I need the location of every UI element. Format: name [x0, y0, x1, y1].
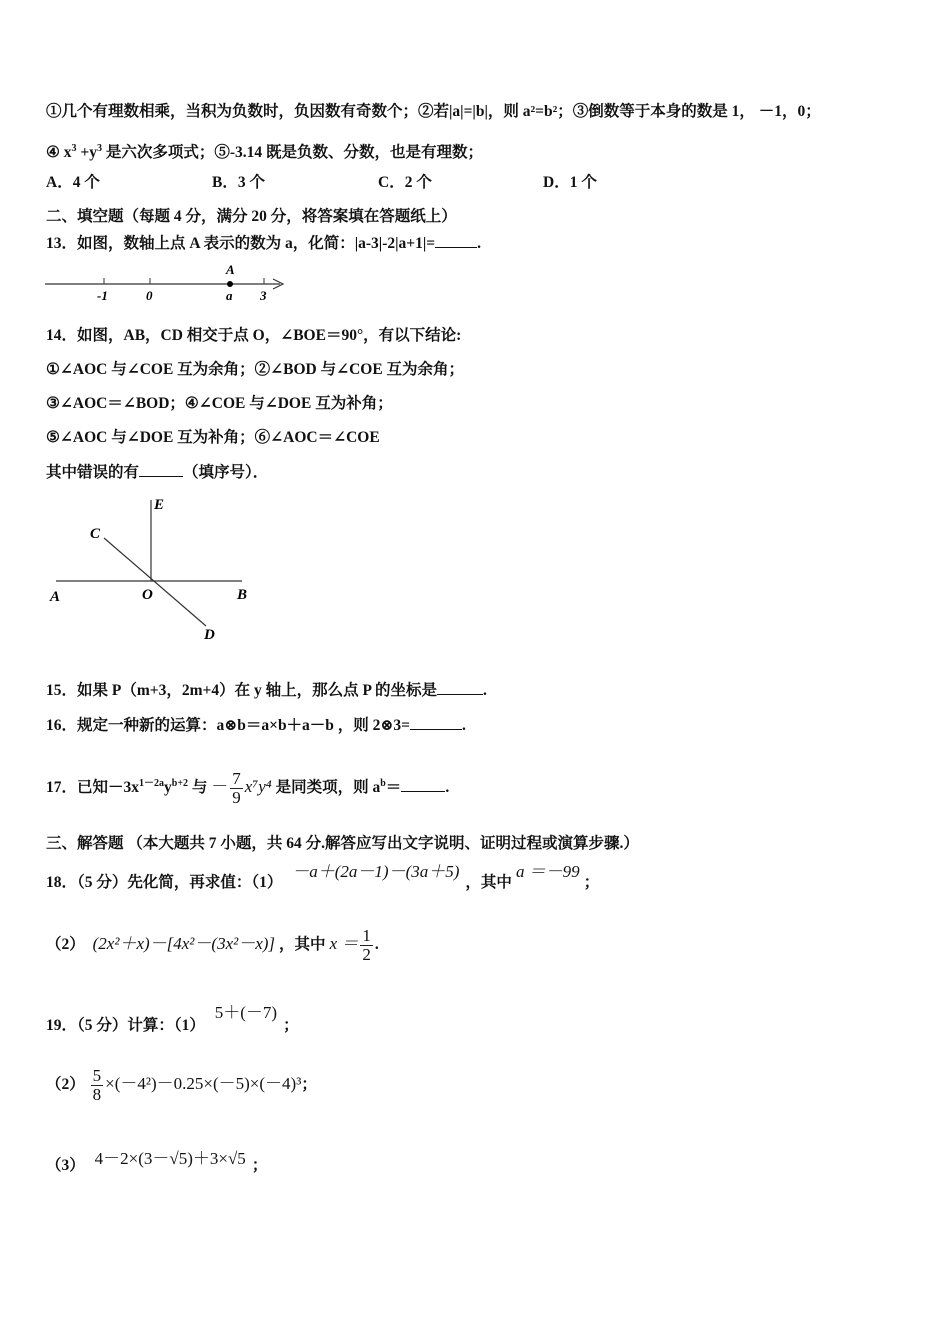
q19-part2: （2） $\frac{5}{8}$ ×(－4²)－0.25×(－5)×(－4)³；	[46, 1066, 317, 1104]
q13-answer-blank[interactable]	[435, 233, 477, 248]
q12-statement-line1: ①几个有理数相乘，当积为负数时，负因数有奇数个；②若|a|=|b|，则 a²=b²；③倒数等于本身的数是 1， －1，0；	[46, 103, 821, 120]
q13-text: 13．如图，数轴上点 A 表示的数为 a，化简：|a-3|-2|a+1|= .	[46, 235, 481, 252]
q12-option-c[interactable]: C．2 个	[378, 174, 432, 191]
q13-tick-3: 3	[260, 288, 267, 303]
q18-expr2: (2x²＋x)－[4x²－(3x²－x)]	[92, 934, 276, 953]
q13-tick-0: 0	[146, 288, 153, 303]
q14-conclusion-2: ③∠AOC＝∠BOD；④∠COE 与∠DOE 互为补角；	[46, 395, 393, 412]
q15-text: 15．如果 P（m+3，2m+4）在 y 轴上，那么点 P 的坐标是 .	[46, 682, 487, 699]
q19-expr2: ×(－4²)－0.25×(－5)×(－4)³	[105, 1074, 302, 1093]
q18-part2: （2） (2x²＋x)－[4x²－(3x²－x)] ，其中 x ＝ $\frac{1}{2}$ .	[46, 926, 379, 964]
q14-label-o: O	[142, 587, 153, 603]
q13-tick-neg1: -1	[97, 288, 108, 303]
q19-part3: （3） 4－2×(3－√5)＋3×√5 ；	[46, 1149, 268, 1174]
q18-part1: 18．（5 分）先化简，再求值：（1） －a＋(2a－1)－(3a＋5)，其中a ＝－99；	[46, 862, 600, 891]
q14-figure	[44, 492, 264, 647]
q16-answer-blank[interactable]	[410, 715, 462, 730]
q14-ask: 其中错误的有 （填序号）．	[46, 464, 269, 481]
section3-title: 三、解答题 （本大题共 7 小题，共 64 分.解答应写出文字说明、证明过程或演算步骤.）	[46, 835, 639, 852]
q14-label-a: A	[50, 589, 61, 605]
section2-title: 二、填空题（每题 4 分，满分 20 分，将答案填在答题纸上）	[46, 208, 457, 225]
q17-text: 17．已知$-3x^{1-2a}y^{b+2}$ 与 － $\frac{7}{9}$ x⁷y⁴ 是同类项，则 $a^b=$ .	[46, 769, 450, 808]
q14-answer-blank[interactable]	[139, 462, 183, 477]
q14-conclusion-3: ⑤∠AOC 与∠DOE 互为补角；⑥∠AOC＝∠COE	[46, 429, 380, 446]
q14-conclusion-1: ①∠AOC 与∠COE 互为余角；②∠BOD 与∠COE 互为余角；	[46, 361, 465, 378]
q18-cond2-fraction: $\frac{1}{2}$	[362, 926, 371, 964]
q12-option-a[interactable]: A．4 个	[46, 174, 100, 191]
q12-option-d[interactable]: D．1 个	[543, 174, 597, 191]
q19-fraction: $\frac{5}{8}$	[92, 1066, 102, 1104]
q12-statement-line2: ④ $x^3 +y^3$ 是六次多项式；⑤-3.14 既是负数、分数，也是有理数；	[46, 143, 484, 162]
q19-expr3: 4－2×(3－√5)＋3×√5	[94, 1149, 246, 1168]
q18-expr1: －a＋(2a－1)－(3a＋5)	[292, 862, 460, 881]
q12-option-b[interactable]: B．3 个	[212, 174, 265, 191]
q15-answer-blank[interactable]	[437, 680, 483, 695]
q14-label-d: D	[204, 627, 215, 643]
q17-answer-blank[interactable]	[401, 777, 445, 792]
q14-label-b: B	[237, 587, 248, 603]
q14-label-e: E	[154, 497, 165, 513]
q13-point-a-dot	[227, 281, 233, 287]
q16-text: 16．规定一种新的运算：a⊗b＝a×b＋a－b ，则 2⊗3= .	[46, 717, 466, 734]
q19-expr1: 5＋(－7)	[214, 1003, 278, 1022]
q17-fraction: $\frac{7}{9}$	[232, 769, 241, 808]
q13-number-line	[40, 260, 300, 306]
q14-text: 14．如图，AB，CD 相交于点 O，∠BOE＝90°，有以下结论:	[46, 327, 462, 344]
q18-cond1: a ＝－99	[515, 862, 580, 881]
q13-point-label: A	[226, 262, 235, 277]
q19-part1: 19．（5 分）计算：（1） 5＋(－7)；	[46, 1003, 299, 1034]
q14-label-c: C	[90, 526, 101, 542]
q13-tick-a: a	[226, 288, 233, 303]
